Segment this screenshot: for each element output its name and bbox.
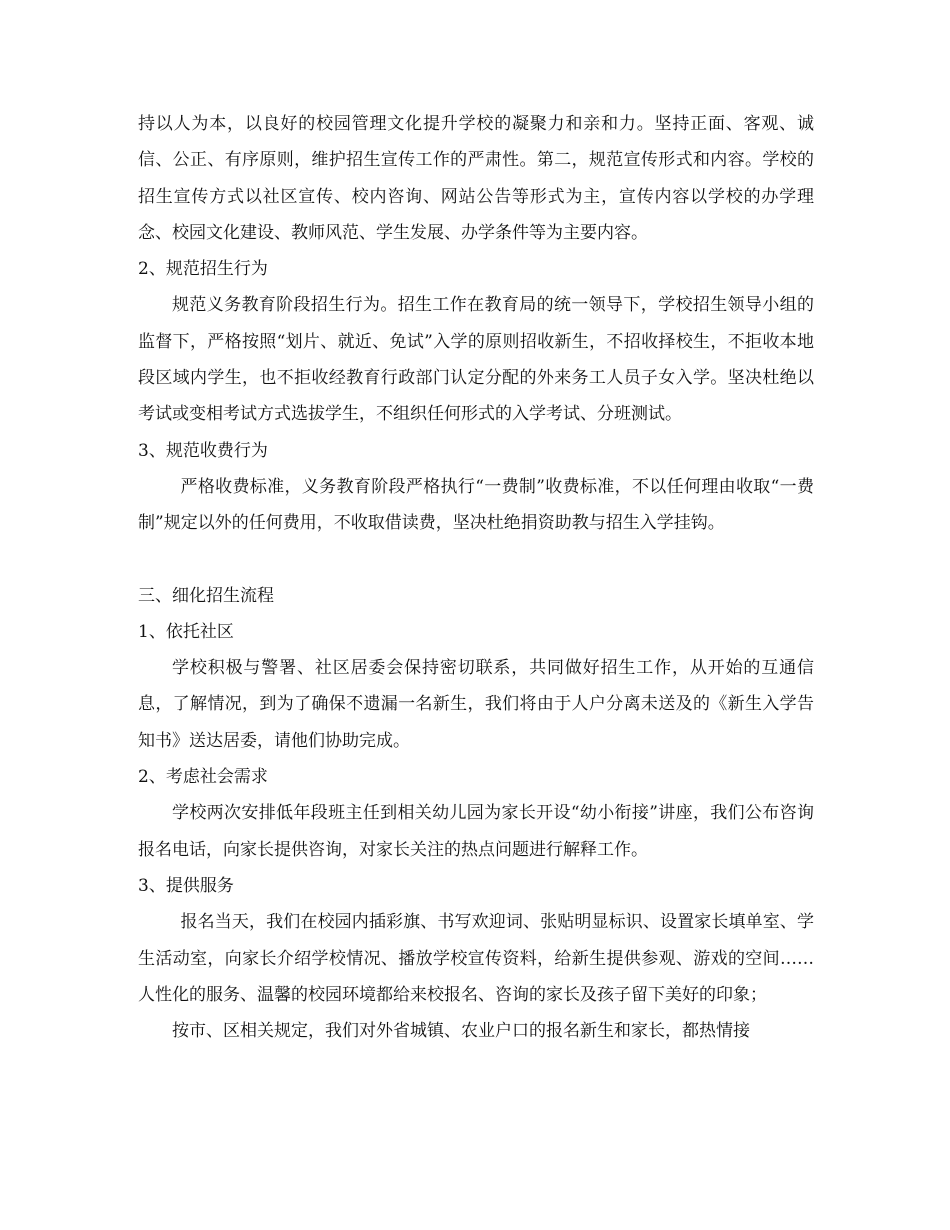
paragraph-rely-on-community: 学校积极与警署、社区居委会保持密切联系，共同做好招生工作，从开始的互通信息，了解情况，到为了确保不遗漏一名新生，我们将由于人户分离未送及的《新生入学告知书》送达居委，请他们协助完成。 xyxy=(138,658,814,751)
heading-rely-on-community: 1、依托社区 xyxy=(138,621,234,642)
heading-regulate-enrollment: 2、规范招生行为 xyxy=(138,259,268,280)
paragraph-regulate-enrollment: 规范义务教育阶段招生行为。招生工作在教育局的统一领导下，学校招生领导小组的监督下，严格按照“划片、就近、免试”入学的原则招收新生，不招收择校生，不拒收本地段区域内学生，也不拒收经教育行政部门认定分配的外来务工人员子女入学。坚决杜绝以考试或变相考试方式选拔学生，不组织任何形式的入学考试、分班测试。 xyxy=(138,295,814,425)
paragraph-provide-service-a: 报名当天，我们在校园内插彩旗、书写欢迎词、张贴明显标识、设置家长填单室、学生活动室，向家长介绍学校情况、播放学校宣传资料，给新生提供参观、游戏的空间……人性化的服务、温馨的校园环境都给来校报名、咨询的家长及孩子留下美好的印象； xyxy=(138,912,814,1005)
heading-regulate-fees: 3、规范收费行为 xyxy=(138,440,268,461)
heading-section-three: 三、细化招生流程 xyxy=(138,585,274,606)
heading-social-needs: 2、考虑社会需求 xyxy=(138,767,268,788)
paragraph-intro: 持以人为本，以良好的校园管理文化提升学校的凝聚力和亲和力。坚持正面、客观、诚信、公正、有序原则，维护招生宣传工作的严肃性。第二，规范宣传形式和内容。学校的招生宣传方式以社区宣传、校内咨询、网站公告等形式为主，宣传内容以学校的办学理念、校园文化建设、教师风范、学生发展、办学条件等为主要内容。 xyxy=(138,114,814,243)
paragraph-regulate-fees: 严格收费标准，义务教育阶段严格执行“一费制”收费标准，不以任何理由收取“一费制”规定以外的任何费用，不收取借读费，坚决杜绝捐资助教与招生入学挂钩。 xyxy=(138,476,814,534)
paragraph-social-needs: 学校两次安排低年段班主任到相关幼儿园为家长开设“幼小衔接”讲座，我们公布咨询报名电话，向家长提供咨询，对家长关注的热点问题进行解释工作。 xyxy=(138,803,814,860)
heading-provide-service: 3、提供服务 xyxy=(138,875,234,896)
blank-line xyxy=(138,542,814,578)
paragraph-provide-service-b: 按市、区相关规定，我们对外省城镇、农业户口的报名新生和家长，都热情接 xyxy=(172,1021,750,1042)
document-page xyxy=(138,106,814,1049)
